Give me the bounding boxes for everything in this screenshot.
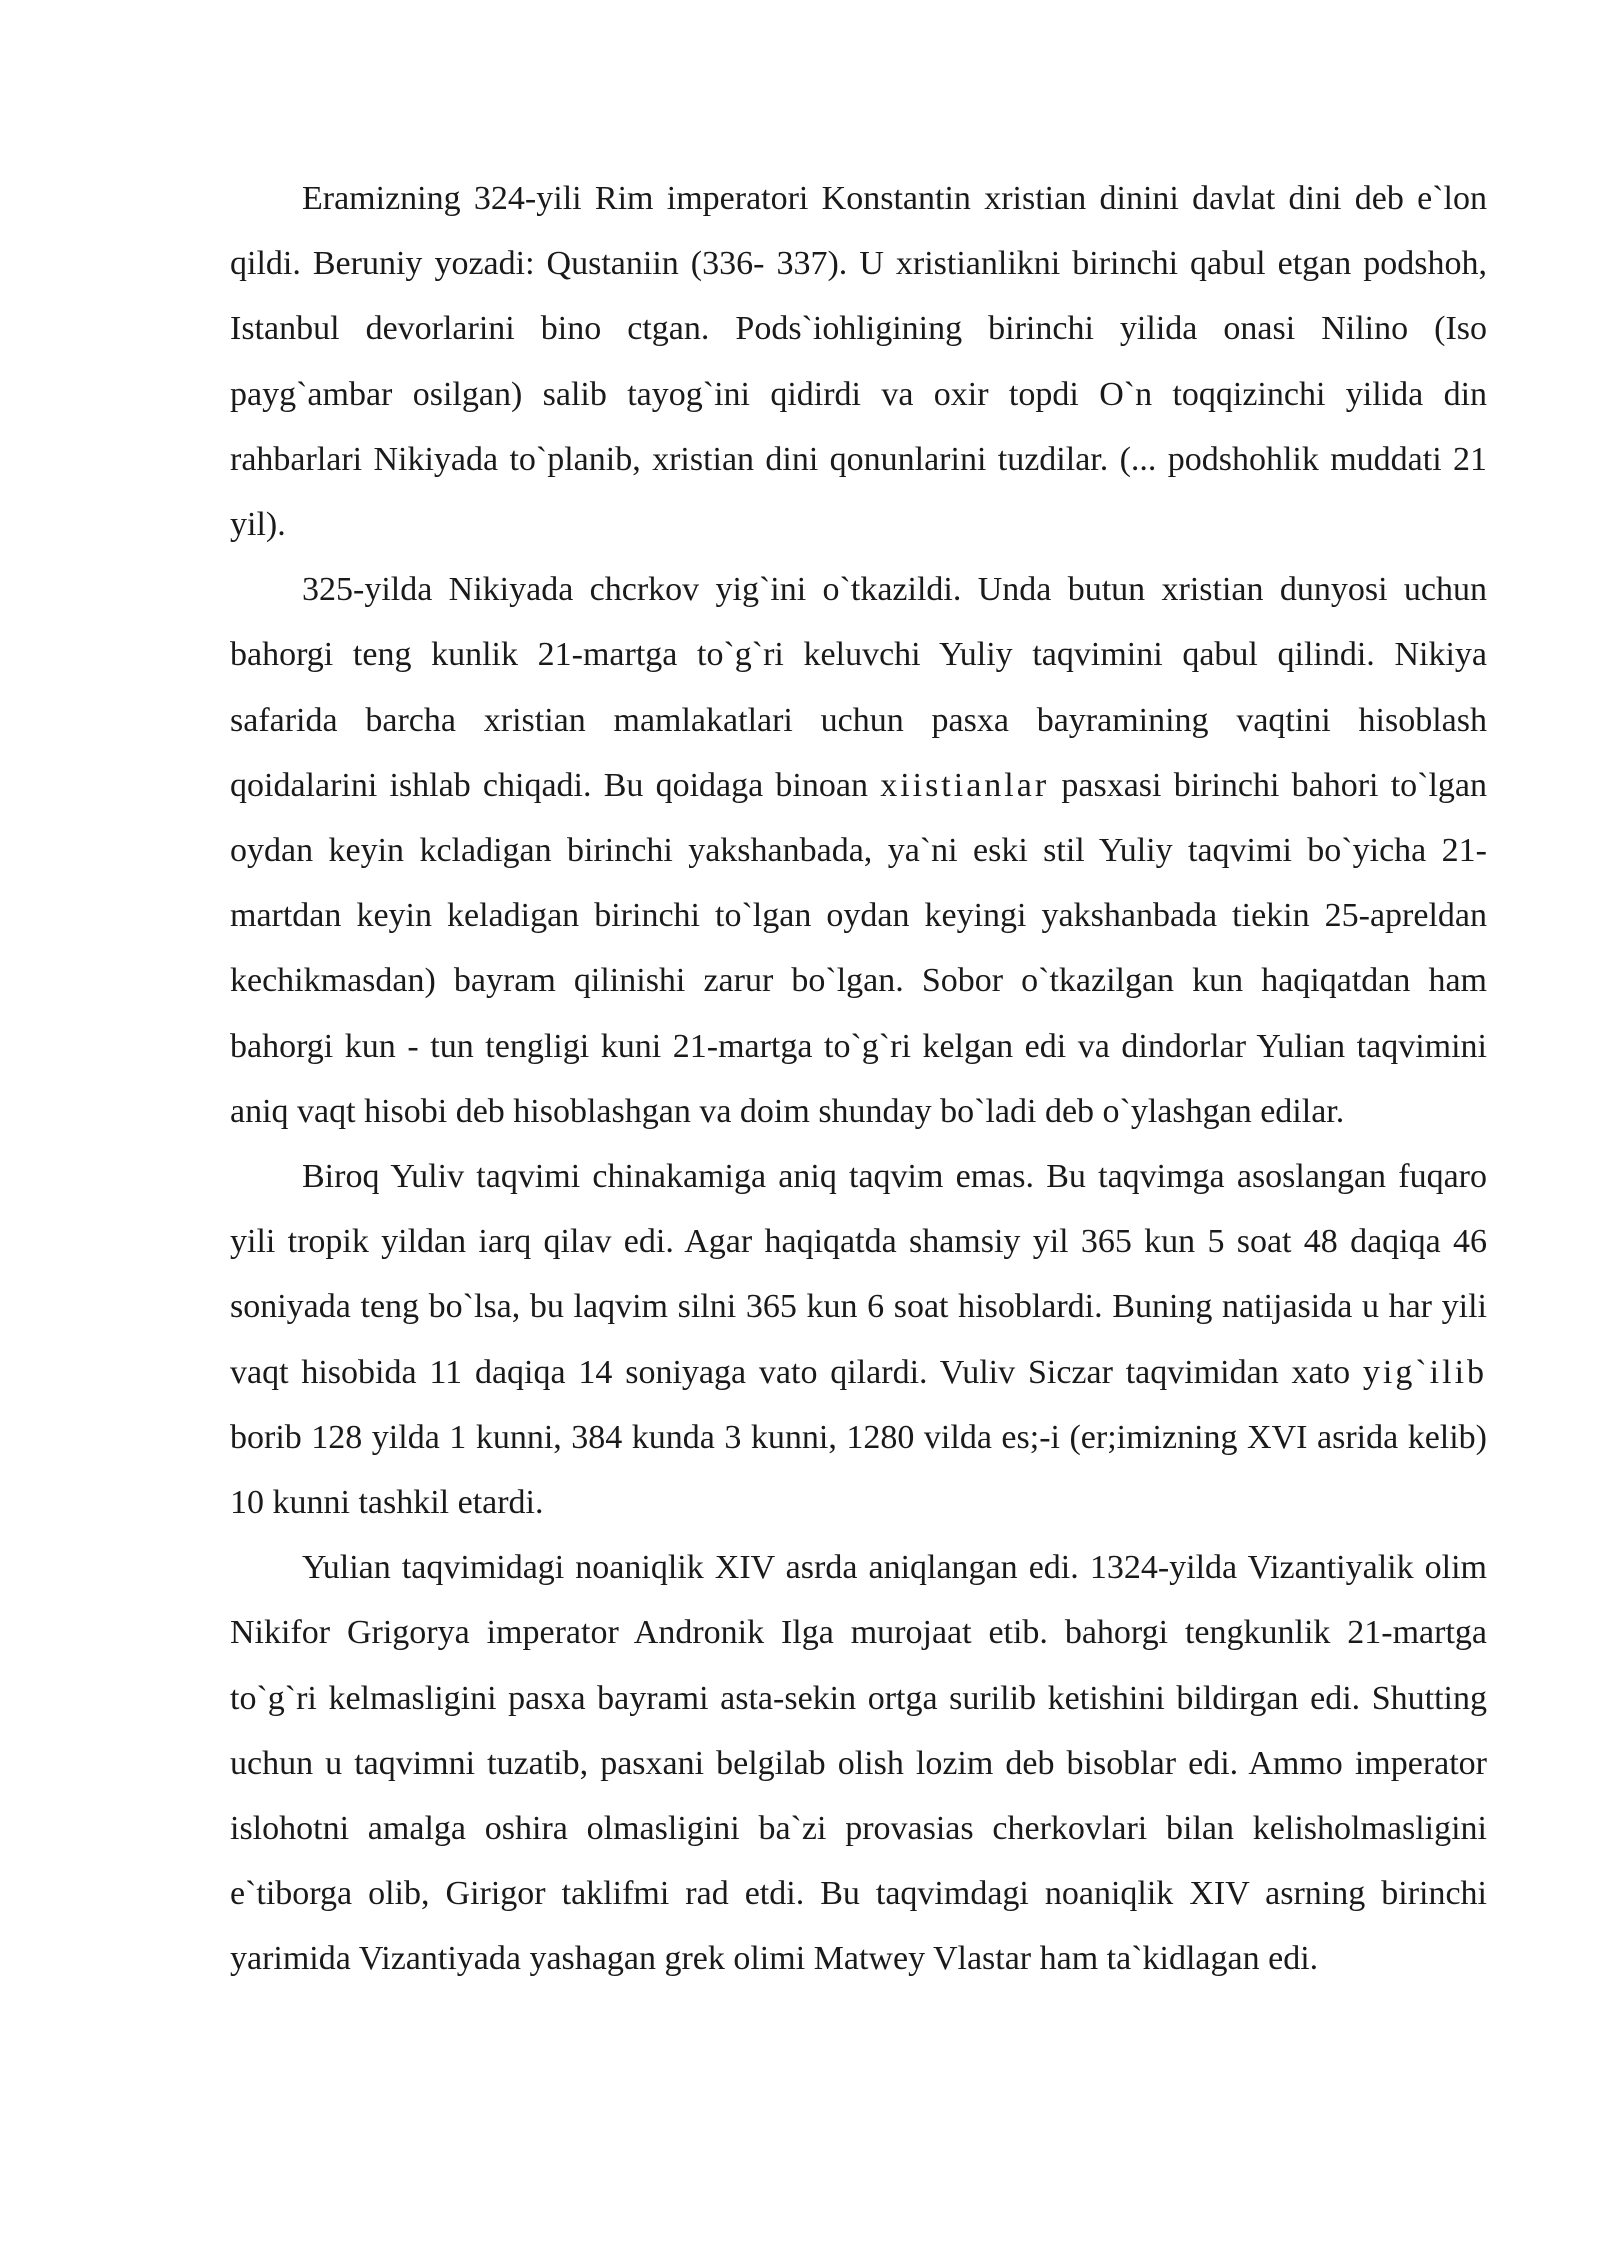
- text-line: e`lon qildi. Beruniy yozadi: Qustaniin (336- 337). U xristianlikni birinchi qabul: [230, 180, 1487, 283]
- text-line: 48 daqiqa 46 soniyada teng bo`lsa, bu laqvim silni 365 kun 6 soat hisoblardi.: [230, 1223, 1487, 1326]
- text-line: fuqaro yili tropik yildan iarq qilav edi. Agar haqiqatda shamsiy yil 365 kun 5 soat: [230, 1158, 1487, 1261]
- text-line: Siczar taqvimidan xato: [1027, 1353, 1351, 1391]
- text-line: Vizantiyalik olim Nikifor Grigorya imperator Andronik Ilga murojaat etib.: [230, 1549, 1487, 1652]
- document-page: [230, 166, 1487, 1992]
- text-line: Vizantiyada yashagan grek olimi Matwey Vlastar ham ta`kidlagan edi.: [358, 1940, 1319, 1978]
- text-line: borib 128 yilda 1 kunni, 384 kunda 3 kunni,: [230, 1418, 837, 1456]
- spaced-word: xiistianlar: [880, 766, 1050, 804]
- text-line: Eramizning 324-yili Rim imperatori Konstantin xristian dinini davlat dini deb: [302, 180, 1404, 217]
- text-line: bo`lgan. Sobor o`tkazilgan kun haqiqatdan ham bahorgi kun - tun tengligi kuni: [230, 962, 1487, 1065]
- text-line: olmasligini ba`zi provasias cherkovlari bilan kelisholmasligini e`tiborga olib,: [230, 1810, 1487, 1913]
- spaced-word: yig`ilib: [1362, 1353, 1488, 1391]
- text-line: Yuliy taqvimi bo`yicha 21-martdan keyin keladigan birinchi to`lgan oydan: [230, 832, 1487, 935]
- paragraph-2: [230, 557, 1487, 1144]
- text-line: uchun bahorgi teng kunlik 21-martga to`g`ri keluvchi Yuliy taqvimini qabul: [230, 571, 1488, 674]
- text-line: bahorgi tengkunlik 21-martga to`g`ri kelmasligini pasxa bayrami asta-sekin: [230, 1614, 1487, 1717]
- paragraph-1: [230, 166, 1487, 557]
- text-line: pasxasi: [1061, 766, 1162, 804]
- text-line: etgan podshoh, Istanbul devorlarini bino ctgan. Pods`iohligining birinchi yilida: [230, 245, 1487, 348]
- text-line: birinchi bahori to`lgan oydan keyin kcladigan birinchi yakshanbada, ya`ni eski stil: [230, 766, 1488, 870]
- text-line: vaqtini hisoblash qoidalarini ishlab chiqadi. Bu qoidaga binoan: [230, 701, 1487, 804]
- text-line: keyingi yakshanbada tiekin 25-apreldan kechikmasdan) bayram qilinishi zarur: [230, 897, 1488, 1000]
- text-line: qilindi. Nikiya safarida barcha xristian mamlakatlari uchun pasxa bayramining: [230, 636, 1487, 739]
- paragraph-3: [230, 1144, 1487, 1535]
- text-line: onasi Nilino (Iso payg`ambar osilgan) salib tayog`ini qidirdi va oxir topdi O`n: [230, 310, 1488, 413]
- paragraph-4: [230, 1535, 1487, 1991]
- text-line: Biroq Yuliv taqvimi chinakamiga aniq taqvim emas. Bu taqvimga asoslangan: [302, 1158, 1387, 1196]
- text-line: toqqizinchi yilida din rahbarlari Nikiyada to`planib, xristian dini qonunlarini: [230, 375, 1488, 478]
- text-line: Girigor taklifmi rad etdi. Bu taqvimdagi noaniqlik XIV asrning birinchi yarimida: [230, 1875, 1487, 1978]
- text-line: hisoblashgan va doim shunday bo`ladi deb o`ylashgan edilar.: [513, 1092, 1345, 1130]
- text-line: Yulian taqvimidagi noaniqlik XIV asrda aniqlangan edi. 1324-yilda: [302, 1549, 1238, 1587]
- text-line: belgilab olish lozim deb bisoblar edi. Ammo imperator islohotni amalga oshira: [230, 1744, 1487, 1848]
- text-line: tuzdilar. (... podshohlik muddati 21 yil).: [230, 440, 1488, 544]
- text-line: Buning natijasida u har yili vaqt hisobida 11 daqiqa 14 soniyaga vato qilardi. Vuliv: [230, 1288, 1487, 1391]
- text-line: 325-yilda Nikiyada chcrkov yig`ini o`tkazildi. Unda butun xristian dunyosi: [302, 571, 1388, 609]
- text-line: 21-martga to`g`ri kelgan edi va dindorlar Yulian taqvimini aniq vaqt hisobi deb: [230, 1027, 1488, 1130]
- text-line: 1280 vilda es;-i (er;imizning XVI asrida kelib) 10 kunni tashkil etardi.: [230, 1418, 1488, 1522]
- text-line: ortga surilib ketishini bildirgan edi. Shutting uchun u taqvimni tuzatib, pasxani: [230, 1679, 1487, 1782]
